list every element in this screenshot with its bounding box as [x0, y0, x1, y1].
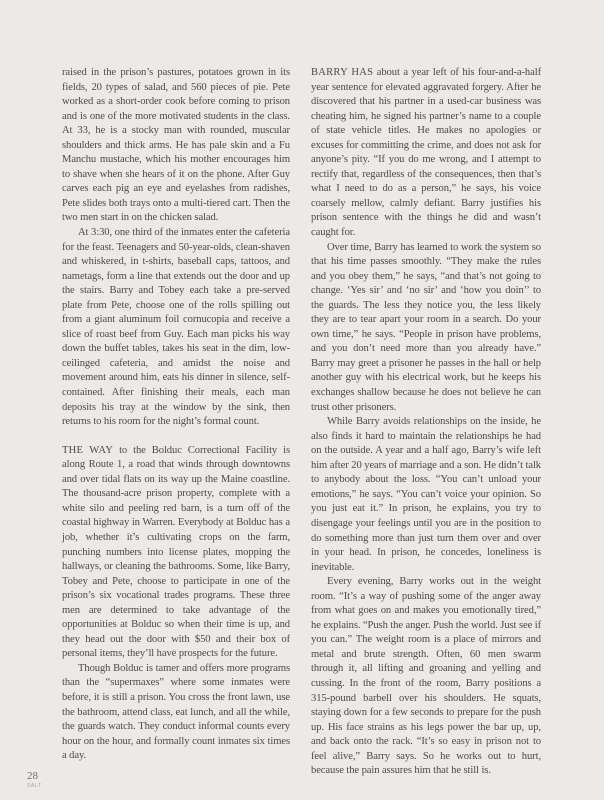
paragraph: Though Bolduc is tamer and offers more programs than the “supermaxes” where some inmates were before, it is still a prison. You cross the front lawn, use the bathroom, attend class, eat lunch, and all the while, the guards watch. They conduct informal counts every hour on the hour, and formally count inmates six times a day. [62, 662, 290, 762]
section-lead: BARRY HAS [311, 67, 374, 78]
paragraph: Every evening, Barry works out in the weight room. “It’s a way of pushing some of the anger away from what goes on and makes you emotionally tired,” he explains. “Push the anger. Push the world. Just see if you can.” The weight room is a place of mirrors and metal and brute strength. Often, 60 men swarm through it, all lifting and groaning and yelling and cussing. In the front of the room, Barry positions a 315-pound barbell over his shoulders. He squats, staying down for a few seconds to prepare for the push up. His face strains as his legs power the bar up, up, and back onto the rack. “It’s so easy in prison not to feel alive,” Barry says. So he works out to hurt, because the pain assures him that he still is. [311, 576, 541, 777]
section-lead: THE WAY [62, 444, 114, 456]
page-number: 28 [27, 770, 38, 782]
left-column [62, 66, 290, 764]
paragraph-text: to the Bolduc Correctional Facility is along Route 1, a road that winds through downtowns and over tidal flats on its way up the Maine coastline. The thousand-acre prison property, complete with a white silo and peeling red barn, is a turn off of the coastal highway in Warren. Everybody at Bolduc has a job, whether it’s cultivating crops on the farm, punching numbers into license plates, mopping the hallways, or cleaning the bathrooms. Some, like Barry, Tobey and Pete, choose to participate in one of the prison’s six vocational trades programs. These three men are determined to take advantage of the opportunities at Bolduc so when their time is up, and they head out the door with $50 and their box of personal items, they’ll have prospects for the future. [62, 444, 291, 660]
paragraph-section-barry-has [311, 66, 541, 241]
paragraph-section-the-way [62, 444, 290, 662]
right-column [311, 66, 541, 779]
paragraph: While Barry avoids relationships on the inside, he also finds it hard to maintain the relationships he had on the outside. A year and a half ago, Barry’s wife left him after 20 years of marriage and a son. He didn’t talk to anybody about the loss. “You can’t unload your emotions,” he says. “You can’t voice your opinion. So you just eat it.” In prison, he explains, you try to disengage your feelings until you are in the position to do something more than just turn them over and over in your head. In prison, he concedes, loneliness is inevitable. [311, 416, 541, 573]
paragraph: At 3:30, one third of the inmates enter the cafeteria for the feast. Teenagers and 50-year-olds, clean-shaven and whiskered, in t-shirts, baseball caps, tattoos, and nametags, form a line that extends out the door and up the stairs. Barry and Tobey each take a pre-served plate from Pete, choose one of the rolls spilling out from a giant aluminum foil cornucopia and receive a slice of roast beef from Guy. Each man picks his way down the buffet tables, takes his seat in the dim, low-ceilinged cafeteria, and amidst the noise and movement around him, eats his dinner in silence, self-contained. After finishing their meals, each man deposits his tray at the window by the sink, then returns to his room for the night’s formal count. [62, 227, 290, 428]
paragraph: Over time, Barry has learned to work the system so that his time passes smoothly. “They make the rules and you obey them,” he says, “and that’s not going to change. ‘Yes sir’ and ‘no sir’ and ‘how you doin’’ to the guards. The less they notice you, the less likely they are to tear apart your room in a search. Do your own time,” he says. “People in prison have problems, and you don’t need more than you already have.” Barry may greet a prisoner he passes in the hall or help another guy with his electrical work, but he keeps his exchanges shallow because he does not believe he can trust other prisoners. [311, 241, 541, 413]
paragraph-text: about a year left of his four-and-a-half year sentence for elevated aggravated forgery. After he discovered that his partner in a used-car business was cheating him, he signed his partner’s name to a couple of state vehicle titles. He makes no apologies or excuses for committing the crime, and does not ask for anyone’s pity. “If you do me wrong, and I attempt to rectify that, regardless of the consequences, then that’s what I need to do as a person,” he says, his voice coarsely mellow, calmly defiant. Barry justifies his prison sentence with the things he did and wasn’t caught for. [311, 67, 541, 239]
paragraph-continuation: raised in the prison’s pastures, potatoes grown in its fields, 20 types of salad, and 560 pieces of pie. Pete worked as a short-order cook before coming to prison and is one of the more motivated students in the class. At 33, he is a stocky man with rounded, muscular shoulders and thick arms. He has pale skin and a Fu Manchu mustache, which his mother encourages him to shave when she hears of it on the phone. After Guy carves each pig an eye and eyelashes from radishes, Pete slides both trays onto a multi-tiered cart. Then the two men start in on the chicken salad. [62, 67, 290, 224]
footer-label: SALT [27, 783, 42, 789]
